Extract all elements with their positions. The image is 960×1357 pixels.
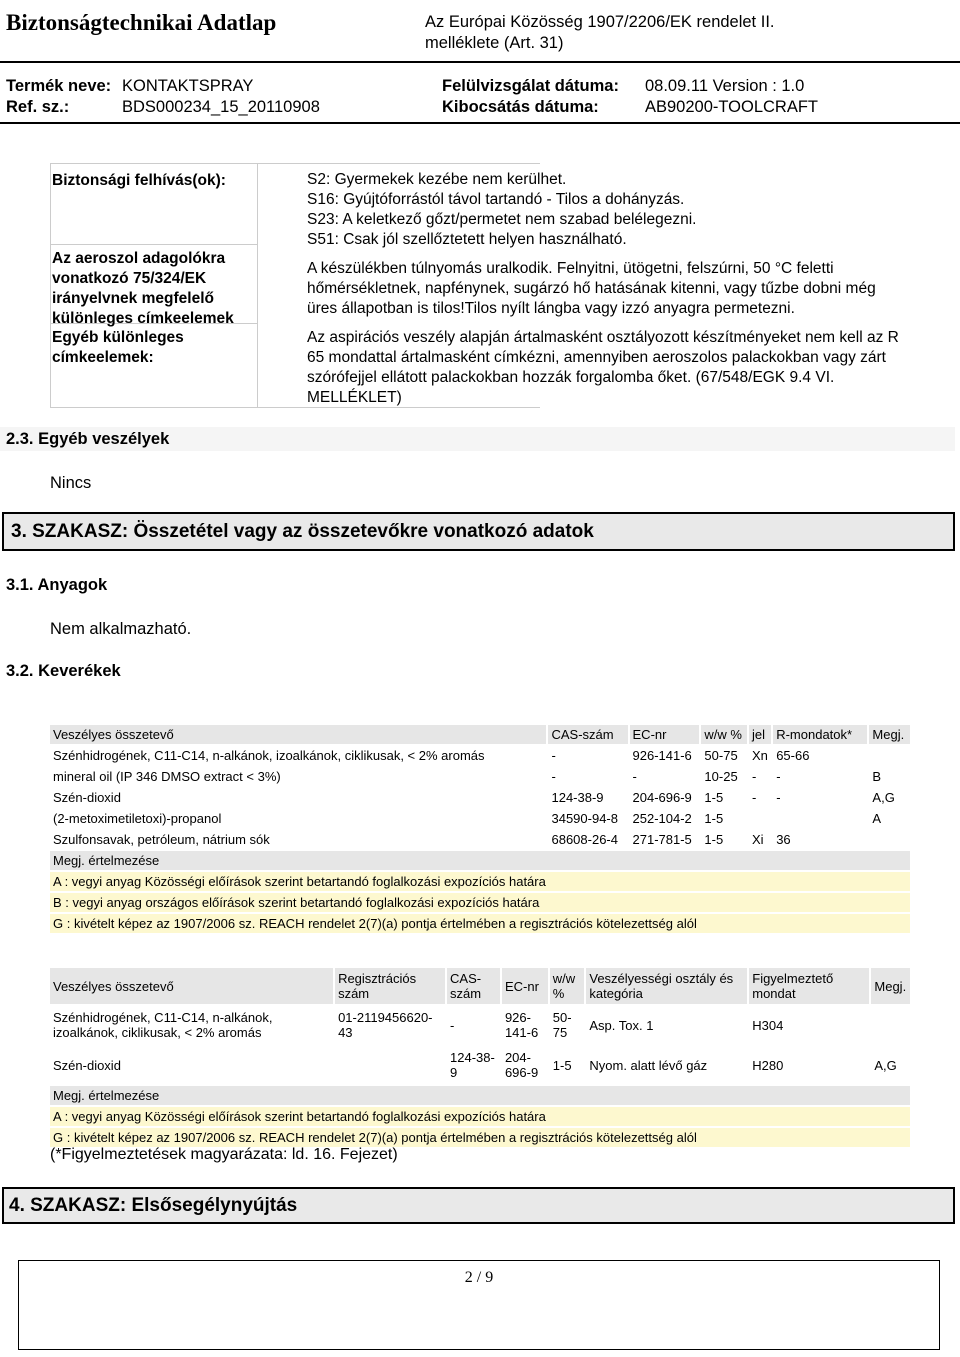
table-cell (871, 1006, 910, 1044)
section-2-3-title: 2.3. Egyéb veszélyek (6, 430, 170, 448)
product-name-value: KONTAKTSPRAY (122, 77, 254, 95)
table-cell (749, 809, 771, 828)
legend-item: G : kivételt képez az 1907/2006 sz. REACH rendelet 2(7)(a) pontja értelmében a regisztrációs kötelezettség alól (50, 914, 910, 933)
table-row (50, 767, 910, 786)
legend-row (50, 893, 910, 912)
table-row (50, 809, 910, 828)
table-header-row (50, 725, 910, 744)
table-cell: 50-75 (701, 746, 747, 765)
table-cell (335, 1046, 445, 1084)
table-cell: Szulfonsavak, petróleum, nátrium sók (50, 830, 546, 849)
table-cell: Szénhidrogének, C11-C14, n-alkánok, izoalkánok, ciklikusak, < 2% aromás (50, 1006, 333, 1044)
table-row (50, 1006, 910, 1044)
table-cell: 204-696-9 (630, 788, 700, 807)
s16-phrase: S16: Gyújtóforrástól távol tartandó - Tilos a dohányzás. (307, 191, 685, 208)
table-cell: mineral oil (IP 346 DMSO extract < 3%) (50, 767, 546, 786)
table-cell: 68608-26-4 (548, 830, 627, 849)
table-cell: B (869, 767, 910, 786)
table-cell (869, 746, 910, 765)
legend-header-row (50, 1086, 910, 1105)
table-header-cell: EC-nr (502, 968, 548, 1004)
table-header-cell: Figyelmeztető mondat (749, 968, 869, 1004)
table-cell: Szén-dioxid (50, 1046, 333, 1084)
product-name-label: Termék neve: (6, 77, 112, 95)
table-cell: 204-696-9 (502, 1046, 548, 1084)
table-cell: 10-25 (701, 767, 747, 786)
table-header-cell: w/w % (550, 968, 585, 1004)
table-cell: H304 (749, 1006, 869, 1044)
table-cell: Xi (749, 830, 771, 849)
page-footer (18, 1260, 940, 1350)
table-header-cell: EC-nr (630, 725, 700, 744)
table-cell: 124-38-9 (447, 1046, 500, 1084)
table-header-cell: CAS-szám (548, 725, 627, 744)
table-header-cell: Regisztrációs szám (335, 968, 445, 1004)
table-cell: 252-104-2 (630, 809, 700, 828)
table-cell: 01-2119456620-43 (335, 1006, 445, 1044)
table-row (50, 788, 910, 807)
header-divider (0, 61, 960, 63)
s2-phrase: S2: Gyermekek kezébe nem kerülhet. (307, 171, 567, 188)
legend-header-row (50, 851, 910, 870)
safety-phrases-label: Biztonsági felhívás(ok): (52, 172, 226, 189)
regulation-reference: Az Európai Közösség 1907/2206/EK rendelet II. melléklete (Art. 31) (425, 13, 775, 52)
table-cell: A (869, 809, 910, 828)
other-labels-text: Az aspirációs veszély alapján ártalmasként osztályozott készítményeket nem kell az R 65 mondattal ártalmasként címkézni, amennyiben aeroszolos palackokban vagy zárt szórófejjel ellátott palackokban hozzák forgalomba őket. (67/548/EGK 9.4 VI. MELLÉKLET) (307, 329, 899, 406)
other-labels-label: Egyéb különleges címkeelemek: (52, 329, 184, 366)
ref-number-label: Ref. sz.: (6, 98, 70, 116)
table-cell: 926-141-6 (630, 746, 700, 765)
table-cell: Xn (749, 746, 771, 765)
review-date-value: 08.09.11 Version : 1.0 (645, 77, 805, 95)
table-cell: Nyom. alatt lévő gáz (586, 1046, 747, 1084)
aerosol-label: Az aeroszol adagolókra vonatkozó 75/324/EK irányelvnek megfelelő különleges címkeelemek (52, 250, 234, 327)
issue-date-value: AB90200-TOOLCRAFT (645, 98, 819, 116)
table-cell: - (749, 788, 771, 807)
table-cell: 124-38-9 (548, 788, 627, 807)
table-header-cell: w/w % (701, 725, 747, 744)
table-cell: 1-5 (701, 830, 747, 849)
section-3-header (2, 512, 955, 551)
table-header-cell: Veszélyességi osztály és kategória (586, 968, 747, 1004)
registration-table (48, 966, 912, 1149)
legend-title: Megj. értelmezése (50, 851, 910, 870)
section-4-header (2, 1187, 955, 1224)
legend-item: G : kivételt képez az 1907/2006 sz. REACH rendelet 2(7)(a) pontja értelmében a regisztrációs kötelezettség alól (50, 1128, 910, 1147)
table-header-cell: Megj. (871, 968, 910, 1004)
table-cell (773, 809, 867, 828)
document-title: Biztonságtechnikai Adatlap (6, 10, 277, 35)
table-cell: 271-781-5 (630, 830, 700, 849)
meta-divider (0, 122, 960, 124)
table-cell: 1-5 (701, 809, 747, 828)
table-cell: - (773, 788, 867, 807)
issue-date-label: Kibocsátás dátuma: (442, 98, 599, 116)
section-3-1-text: Nem alkalmazható. (50, 620, 192, 638)
table-cell: - (749, 767, 771, 786)
table-header-cell: jel (749, 725, 771, 744)
table-cell: 926-141-6 (502, 1006, 548, 1044)
table-cell: - (548, 767, 627, 786)
legend-row (50, 1107, 910, 1126)
table-row (50, 746, 910, 765)
table-header-cell: Veszélyes összetevő (50, 968, 333, 1004)
table-cell: - (773, 767, 867, 786)
aerosol-text: A készülékben túlnyomás uralkodik. Felnyitni, ütögetni, felszúrni, 50 °C feletti hőmérsékletnek, napfénynek, sugárzó hő hatásának kitenni, vagy tűzbe dobni még üres állapotban is tilos!Tilos nyílt lángba vagy izzó anyagra permetezni. (307, 260, 876, 317)
section-3-1-title: 3.1. Anyagok (6, 576, 108, 594)
table-cell: A,G (871, 1046, 910, 1084)
table-row (50, 1046, 910, 1084)
table-cell: - (548, 746, 627, 765)
legend-row (50, 872, 910, 891)
table-cell (869, 830, 910, 849)
section-3-2-title: 3.2. Keverékek (6, 662, 121, 680)
warning-note: (*Figyelmeztetések magyarázata: ld. 16. Fejezet) (50, 1146, 398, 1163)
legend-row (50, 914, 910, 933)
table-cell: 34590-94-8 (548, 809, 627, 828)
mixture-components-table (48, 723, 912, 935)
table-cell: 36 (773, 830, 867, 849)
table-header-row (50, 968, 910, 1004)
table-cell: - (447, 1006, 500, 1044)
table-cell: 65-66 (773, 746, 867, 765)
table-cell: A,G (869, 788, 910, 807)
legend-row (50, 1128, 910, 1147)
s51-phrase: S51: Csak jól szellőztetett helyen használható. (307, 231, 627, 248)
table-header-cell: CAS-szám (447, 968, 500, 1004)
s23-phrase: S23: A keletkező gőzt/permetet nem szabad belélegezni. (307, 211, 697, 228)
ref-number-value: BDS000234_15_20110908 (122, 98, 320, 116)
table-cell: Szénhidrogének, C11-C14, n-alkánok, izoalkánok, ciklikusak, < 2% aromás (50, 746, 546, 765)
legend-item: A : vegyi anyag Közösségi előírások szerint betartandó foglalkozási expozíciós határa (50, 1107, 910, 1126)
table-cell: (2-metoximetiletoxi)-propanol (50, 809, 546, 828)
table-cell: 50-75 (550, 1006, 585, 1044)
legend-item: B : vegyi anyag országos előírások szerint betartandó foglalkozási expozíciós határa (50, 893, 910, 912)
table-cell: - (630, 767, 700, 786)
table-cell: 1-5 (701, 788, 747, 807)
section-3-title: 3. SZAKASZ: Összetétel vagy az összetevőkre vonatkozó adatok (11, 521, 594, 542)
review-date-label: Felülvizsgálat dátuma: (442, 77, 619, 95)
section-4-title: 4. SZAKASZ: Elsősegélynyújtás (9, 1195, 298, 1216)
table-cell: 1-5 (550, 1046, 585, 1084)
table-cell: Szén-dioxid (50, 788, 546, 807)
table-header-cell: Megj. (869, 725, 910, 744)
section-2-3-text: Nincs (50, 474, 92, 492)
table-row (50, 830, 910, 849)
table-header-cell: Veszélyes összetevő (50, 725, 546, 744)
table-cell: Asp. Tox. 1 (586, 1006, 747, 1044)
table-cell: H280 (749, 1046, 869, 1084)
legend-item: A : vegyi anyag Közösségi előírások szerint betartandó foglalkozási expozíciós határa (50, 872, 910, 891)
table-header-cell: R-mondatok* (773, 725, 867, 744)
legend-title: Megj. értelmezése (50, 1086, 910, 1105)
page-number: 2 / 9 (464, 1269, 494, 1286)
